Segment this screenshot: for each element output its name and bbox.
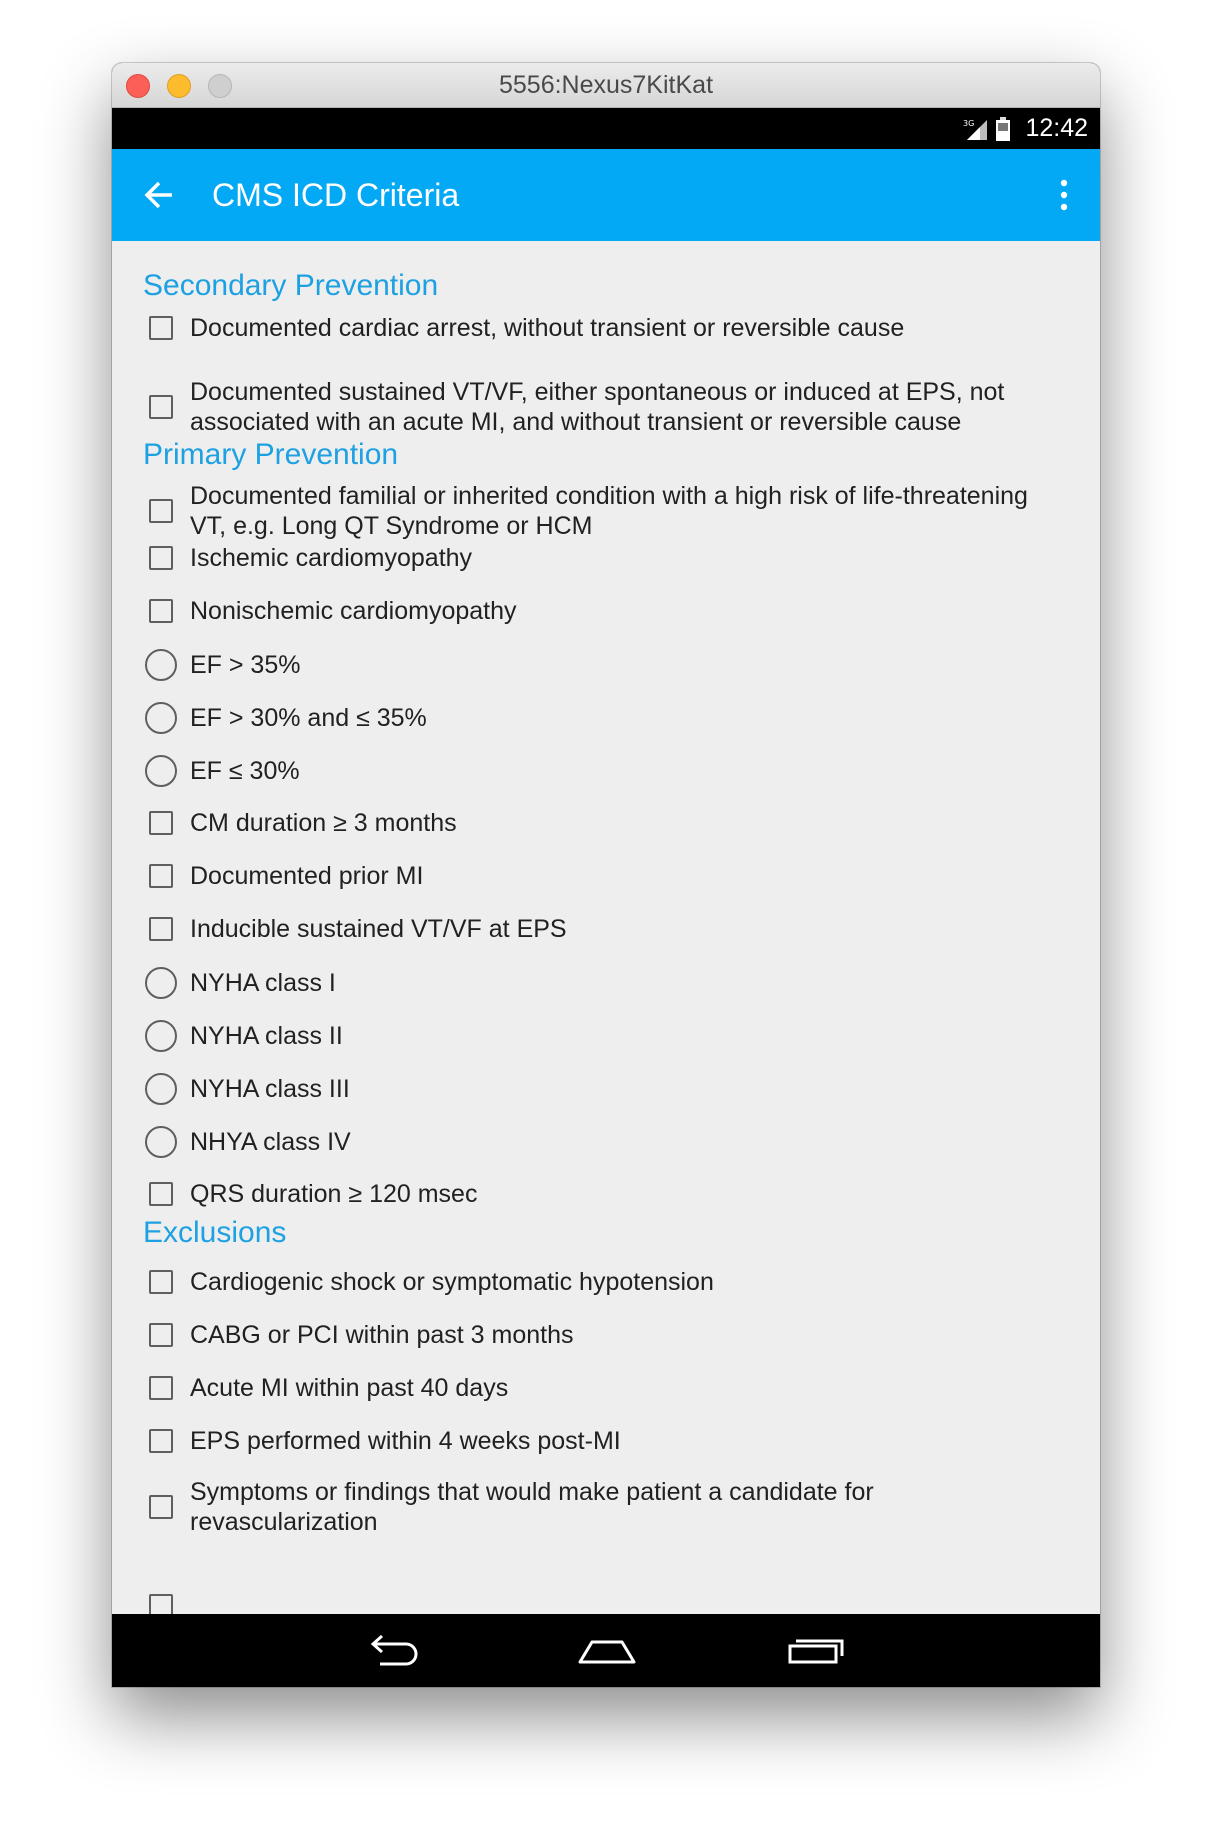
checkbox[interactable]	[149, 1429, 173, 1453]
criterion-item[interactable]	[148, 1594, 1060, 1614]
criterion-label: NYHA class II	[190, 1022, 343, 1050]
criterion-item[interactable]	[148, 1179, 1060, 1209]
nav-recents-icon[interactable]	[782, 1628, 852, 1672]
radio-button[interactable]	[145, 1073, 177, 1105]
criterion-label: Inducible sustained VT/VF at EPS	[190, 915, 567, 943]
radio-button[interactable]	[145, 702, 177, 734]
radio-button[interactable]	[145, 967, 177, 999]
checkbox[interactable]	[149, 499, 173, 523]
section-header-secondary-prevention: Secondary Prevention	[143, 269, 439, 302]
criterion-label: Ischemic cardiomyopathy	[190, 544, 473, 572]
criterion-item[interactable]	[148, 543, 1060, 573]
criterion-label: Documented familial or inherited condition with a high risk of life-threatening VT, e.g. Long QT Syndrome or HCM	[190, 482, 1028, 540]
checkbox[interactable]	[149, 1495, 173, 1519]
criterion-label: Cardiogenic shock or symptomatic hypotension	[190, 1268, 714, 1296]
criterion-item[interactable]	[148, 1477, 1060, 1537]
criterion-label: Documented cardiac arrest, without transient or reversible cause	[190, 314, 905, 342]
checkbox[interactable]	[149, 316, 173, 340]
section-header-exclusions: Exclusions	[143, 1216, 287, 1249]
radio-button[interactable]	[145, 649, 177, 681]
criterion-item[interactable]	[148, 1373, 1060, 1403]
checkbox[interactable]	[149, 811, 173, 835]
criterion-item[interactable]	[148, 1126, 1060, 1158]
android-navigation-bar	[112, 1614, 1100, 1687]
window-title: 5556:Nexus7KitKat	[498, 71, 714, 99]
signal-3g-icon	[963, 118, 987, 140]
criterion-item[interactable]	[148, 596, 1060, 626]
checkbox[interactable]	[149, 1270, 173, 1294]
criterion-item[interactable]	[148, 1320, 1060, 1350]
checkbox[interactable]	[149, 864, 173, 888]
criterion-label: Nonischemic cardiomyopathy	[190, 597, 517, 625]
criterion-item[interactable]	[148, 808, 1060, 838]
checkbox[interactable]	[149, 1323, 173, 1347]
criterion-item[interactable]	[148, 702, 1060, 734]
criteria-list[interactable]	[112, 241, 1100, 1614]
criterion-label: EF ≤ 30%	[190, 757, 300, 785]
criterion-label: EF > 35%	[190, 651, 301, 679]
battery-icon	[995, 117, 1011, 141]
radio-button[interactable]	[145, 1020, 177, 1052]
radio-button[interactable]	[145, 1126, 177, 1158]
nav-home-icon[interactable]	[572, 1628, 642, 1672]
criterion-label: CM duration ≥ 3 months	[190, 809, 457, 837]
checkbox[interactable]	[149, 917, 173, 941]
nav-back-icon[interactable]	[360, 1628, 430, 1672]
app-toolbar	[112, 149, 1100, 241]
section-header-primary-prevention: Primary Prevention	[143, 438, 399, 471]
criterion-label: Symptoms or findings that would make patient a candidate for revascularization	[190, 1478, 874, 1536]
criterion-label: Documented sustained VT/VF, either spontaneous or induced at EPS, not associated with an acute MI, and without transient or reversible cause	[190, 378, 1005, 436]
more-vert-icon[interactable]	[1056, 177, 1072, 213]
checkbox[interactable]	[149, 546, 173, 570]
criterion-item[interactable]	[148, 1073, 1060, 1105]
criterion-item[interactable]	[148, 1020, 1060, 1052]
svg-text:3G: 3G	[963, 118, 975, 128]
status-clock: 12:42	[1025, 114, 1088, 142]
criterion-label: EPS performed within 4 weeks post-MI	[190, 1427, 621, 1455]
criterion-item[interactable]	[148, 377, 1060, 437]
criterion-item[interactable]	[148, 1426, 1060, 1456]
criterion-label: NYHA class III	[190, 1075, 350, 1103]
radio-button[interactable]	[145, 755, 177, 787]
criterion-label: NHYA class IV	[190, 1128, 351, 1156]
criterion-item[interactable]	[148, 967, 1060, 999]
checkbox[interactable]	[149, 1594, 173, 1614]
android-status-bar	[112, 108, 1100, 149]
criterion-item[interactable]	[148, 1267, 1060, 1297]
checkbox[interactable]	[149, 1376, 173, 1400]
criterion-item[interactable]	[148, 914, 1060, 944]
criterion-item[interactable]	[148, 481, 1060, 541]
checkbox[interactable]	[149, 599, 173, 623]
criterion-label: NYHA class I	[190, 969, 336, 997]
criterion-item[interactable]	[148, 755, 1060, 787]
emulator-window	[112, 63, 1100, 1687]
criterion-item[interactable]	[148, 649, 1060, 681]
criterion-item[interactable]	[148, 313, 1060, 343]
criterion-label: QRS duration ≥ 120 msec	[190, 1180, 478, 1208]
criterion-label: Acute MI within past 40 days	[190, 1374, 509, 1402]
criterion-label: Documented prior MI	[190, 862, 424, 890]
page-title: CMS ICD Criteria	[212, 177, 460, 213]
criterion-label: EF > 30% and ≤ 35%	[190, 704, 427, 732]
arrow-left-icon[interactable]	[142, 177, 178, 213]
checkbox[interactable]	[149, 395, 173, 419]
window-titlebar	[112, 63, 1100, 108]
criterion-item[interactable]	[148, 861, 1060, 891]
checkbox[interactable]	[149, 1182, 173, 1206]
criterion-label: CABG or PCI within past 3 months	[190, 1321, 574, 1349]
